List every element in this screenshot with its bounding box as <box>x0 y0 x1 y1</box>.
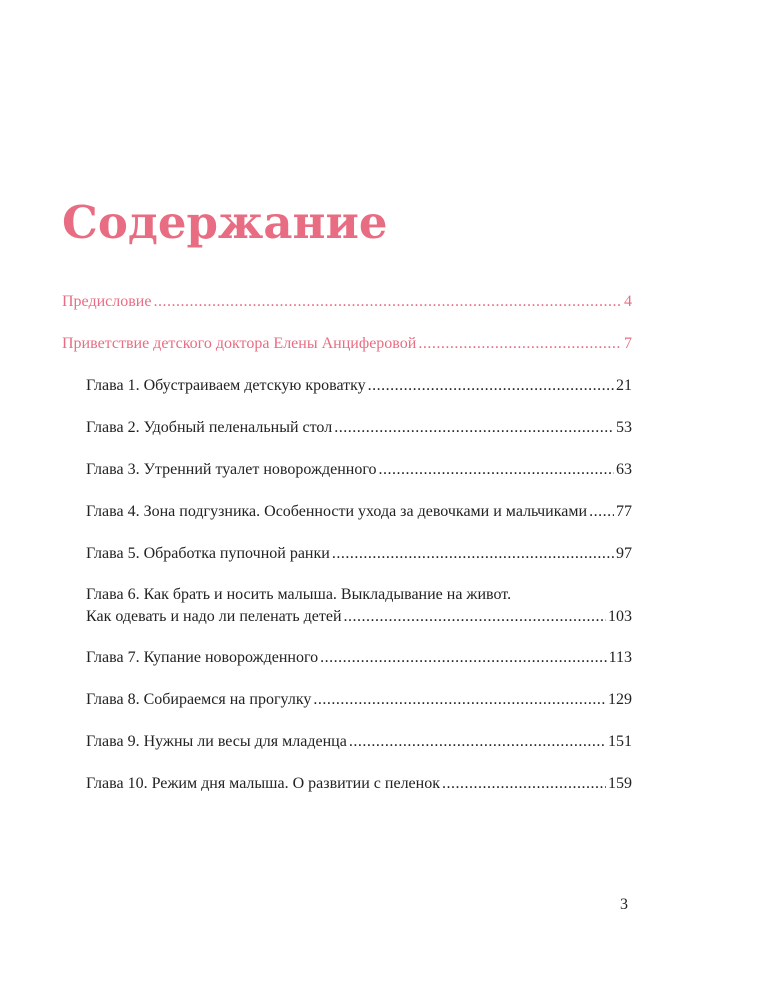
toc-entry-chapter-9[interactable] <box>86 732 632 752</box>
toc-entry-label: Как одевать и надо ли пеленать детей <box>86 608 342 625</box>
dot-leader <box>334 418 614 438</box>
dot-leader <box>332 544 614 564</box>
dot-leader <box>349 732 606 752</box>
toc-entry-page: 113 <box>608 649 632 666</box>
dot-leader <box>344 607 606 627</box>
toc-entry-chapter-3[interactable] <box>86 460 632 480</box>
toc-entry-label: Глава 7. Купание новорожденного <box>86 649 319 666</box>
dot-leader <box>442 774 606 794</box>
toc-entry-page: 4 <box>624 293 632 310</box>
toc-entry-label: Глава 1. Обустраиваем детскую кроватку <box>86 377 366 394</box>
toc-entry-page: 129 <box>608 691 632 708</box>
toc-entry-chapter-10[interactable] <box>86 774 632 794</box>
toc-entry-label: Глава 5. Обработка пупочной ранки <box>86 545 330 562</box>
toc-entry-page: 103 <box>608 608 632 625</box>
toc-entry-label: Предисловие <box>62 293 152 310</box>
toc-entry-page: 151 <box>608 733 632 750</box>
toc-entry-page: 63 <box>616 461 632 478</box>
toc-entry-preface[interactable] <box>62 292 632 312</box>
toc-entry-chapter-2[interactable] <box>86 418 632 438</box>
toc-entry-page: 159 <box>608 775 632 792</box>
toc-entry-chapter-5[interactable] <box>86 544 632 564</box>
dot-leader <box>320 648 606 668</box>
toc-entry-label: Глава 9. Нужны ли весы для младенца <box>86 733 347 750</box>
dot-leader <box>379 460 614 480</box>
toc-entry-label: Глава 2. Удобный пеленальный стол <box>86 419 333 436</box>
dot-leader <box>313 690 606 710</box>
toc-entry-label: Приветствие детского доктора Елены Анциферовой <box>62 335 417 352</box>
dot-leader <box>368 376 614 396</box>
page-title: Содержание <box>62 196 388 249</box>
toc-entry-label: Глава 10. Режим дня малыша. О развитии с пеленок <box>86 775 440 792</box>
dot-leader <box>418 334 622 354</box>
toc-entry-page: 77 <box>616 503 632 520</box>
toc-entry-page: 21 <box>616 377 632 394</box>
page-number: 3 <box>620 896 628 913</box>
toc-entry-chapter-6[interactable] <box>86 585 632 627</box>
toc-entry-chapter-4[interactable] <box>86 502 632 522</box>
toc-entry-greeting[interactable] <box>62 334 632 354</box>
toc-entry-page: 53 <box>616 419 632 436</box>
toc-entry-label: Глава 8. Собираемся на прогулку <box>86 691 312 708</box>
toc-entry-page: 7 <box>624 335 632 352</box>
toc-entry-chapter-8[interactable] <box>86 690 632 710</box>
toc-entry-label-line1: Глава 6. Как брать и носить малыша. Выкладывание на живот. <box>86 586 512 603</box>
toc-entry-chapter-7[interactable] <box>86 648 632 668</box>
toc-entry-label: Глава 4. Зона подгузника. Особенности ухода за девочками и мальчиками <box>86 503 588 520</box>
toc-entry-label: Глава 3. Утренний туалет новорожденного <box>86 461 377 478</box>
dot-leader <box>589 502 614 522</box>
toc-entry-chapter-1[interactable] <box>86 376 632 396</box>
dot-leader <box>153 292 622 312</box>
toc-entry-page: 97 <box>616 545 632 562</box>
